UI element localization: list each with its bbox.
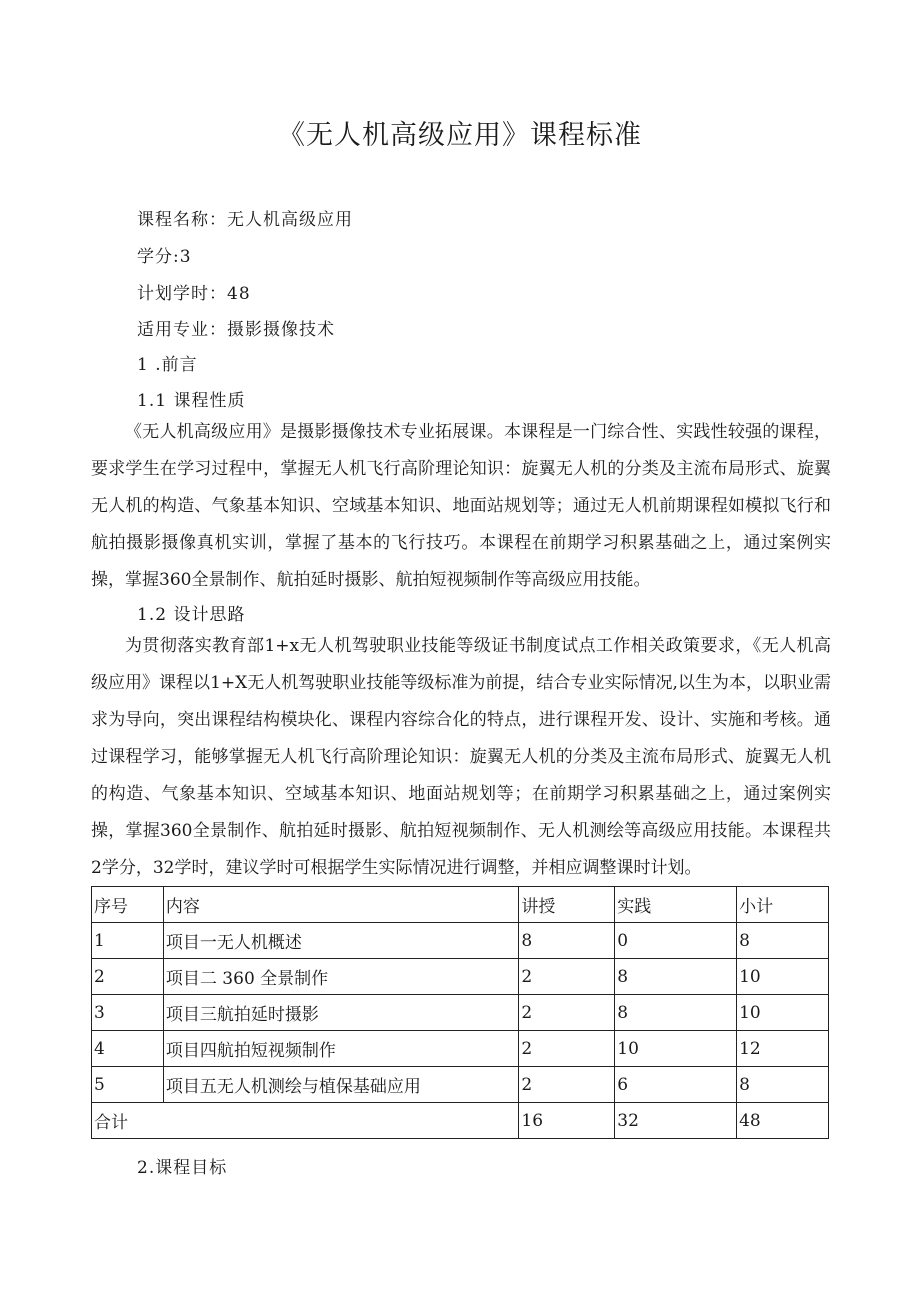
table-row bbox=[92, 995, 829, 1031]
table-row bbox=[92, 959, 829, 995]
cell-index: 5 bbox=[92, 1067, 164, 1103]
cell-content: 项目二 360 全景制作 bbox=[163, 959, 518, 995]
cell-subtotal: 12 bbox=[737, 1031, 829, 1067]
total-subtotal: 48 bbox=[737, 1103, 829, 1139]
table-total-row bbox=[92, 1103, 829, 1139]
section-heading-preface: 1 .前言 bbox=[137, 355, 198, 375]
cell-index: 3 bbox=[92, 995, 164, 1031]
cell-lecture: 2 bbox=[519, 1031, 615, 1067]
cell-lecture: 2 bbox=[519, 995, 615, 1031]
paragraph-design: 为贯彻落实教育部1+x无人机驾驶职业技能等级证书制度试点工作相关政策要求，《无人机高级应用》课程以1+X无人机驾驶职业技能等级标准为前提，结合专业实际情况,以生为本，以职业需求为导向，突出课程结构模块化、课程内容综合化的特点，进行课程开发、设计、实施和考核。通过课程学习，能够掌握无人机飞行高阶理论知识：旋翼无人机的分类及主流布局形式、旋翼无人机的构造、气象基本知识、空域基本知识、地面站规划等；在前期学习积累基础之上，通过案例实操，掌握360全景制作、航拍延时摄影、航拍短视频制作、无人机测绘等高级应用技能。本课程共2学分，32学时，建议学时可根据学生实际情况进行调整，并相应调整课时计划。 bbox=[91, 636, 831, 878]
paragraph-course-nature: 《无人机高级应用》是摄影摄像技术专业拓展课。本课程是一门综合性、实践性较强的课程，要求学生在学习过程中，掌握无人机飞行高阶理论知识：旋翼无人机的分类及主流布局形式、旋翼无人机的构造、气象基本知识、空域基本知识、地面站规划等；通过无人机前期课程如模拟飞行和航拍摄影摄像真机实训，掌握了基本的飞行技巧。本课程在前期学习积累基础之上，通过案例实操，掌握360全景制作、航拍延时摄影、航拍短视频制作等高级应用技能。 bbox=[91, 422, 831, 590]
total-lecture: 16 bbox=[519, 1103, 615, 1139]
cell-subtotal: 10 bbox=[737, 959, 829, 995]
cell-practice: 10 bbox=[615, 1031, 737, 1067]
header-index: 序号 bbox=[92, 887, 164, 923]
cell-content: 项目一无人机概述 bbox=[163, 923, 518, 959]
cell-subtotal: 8 bbox=[737, 923, 829, 959]
cell-index: 2 bbox=[92, 959, 164, 995]
course-hours: 计划学时：48 bbox=[137, 284, 251, 304]
cell-index: 1 bbox=[92, 923, 164, 959]
total-practice: 32 bbox=[615, 1103, 737, 1139]
cell-lecture: 2 bbox=[519, 959, 615, 995]
header-subtotal: 小计 bbox=[737, 887, 829, 923]
cell-content: 项目五无人机测绘与植保基础应用 bbox=[163, 1067, 518, 1103]
section-heading-design: 1.2 设计思路 bbox=[137, 605, 246, 625]
cell-practice: 8 bbox=[615, 995, 737, 1031]
cell-subtotal: 8 bbox=[737, 1067, 829, 1103]
course-name: 课程名称：无人机高级应用 bbox=[137, 210, 353, 230]
cell-index: 4 bbox=[92, 1031, 164, 1067]
cell-lecture: 2 bbox=[519, 1067, 615, 1103]
cell-subtotal: 10 bbox=[737, 995, 829, 1031]
section-heading-course-objectives: 2.课程目标 bbox=[137, 1158, 228, 1178]
cell-lecture: 8 bbox=[519, 923, 615, 959]
cell-practice: 8 bbox=[615, 959, 737, 995]
course-credits: 学分:3 bbox=[137, 247, 192, 267]
table-row bbox=[92, 1067, 829, 1103]
header-lecture: 讲授 bbox=[519, 887, 615, 923]
table-header-row bbox=[92, 887, 829, 923]
cell-content: 项目三航拍延时摄影 bbox=[163, 995, 518, 1031]
header-content: 内容 bbox=[163, 887, 518, 923]
section-heading-course-nature: 1.1 课程性质 bbox=[137, 391, 246, 411]
course-major: 适用专业：摄影摄像技术 bbox=[137, 320, 335, 340]
course-hours-table bbox=[91, 886, 829, 1139]
cell-practice: 0 bbox=[615, 923, 737, 959]
table-row bbox=[92, 923, 829, 959]
header-practice: 实践 bbox=[615, 887, 737, 923]
cell-practice: 6 bbox=[615, 1067, 737, 1103]
document-title: 《无人机高级应用》课程标准 bbox=[278, 120, 642, 151]
total-label: 合计 bbox=[92, 1103, 519, 1139]
cell-content: 项目四航拍短视频制作 bbox=[163, 1031, 518, 1067]
table-row bbox=[92, 1031, 829, 1067]
